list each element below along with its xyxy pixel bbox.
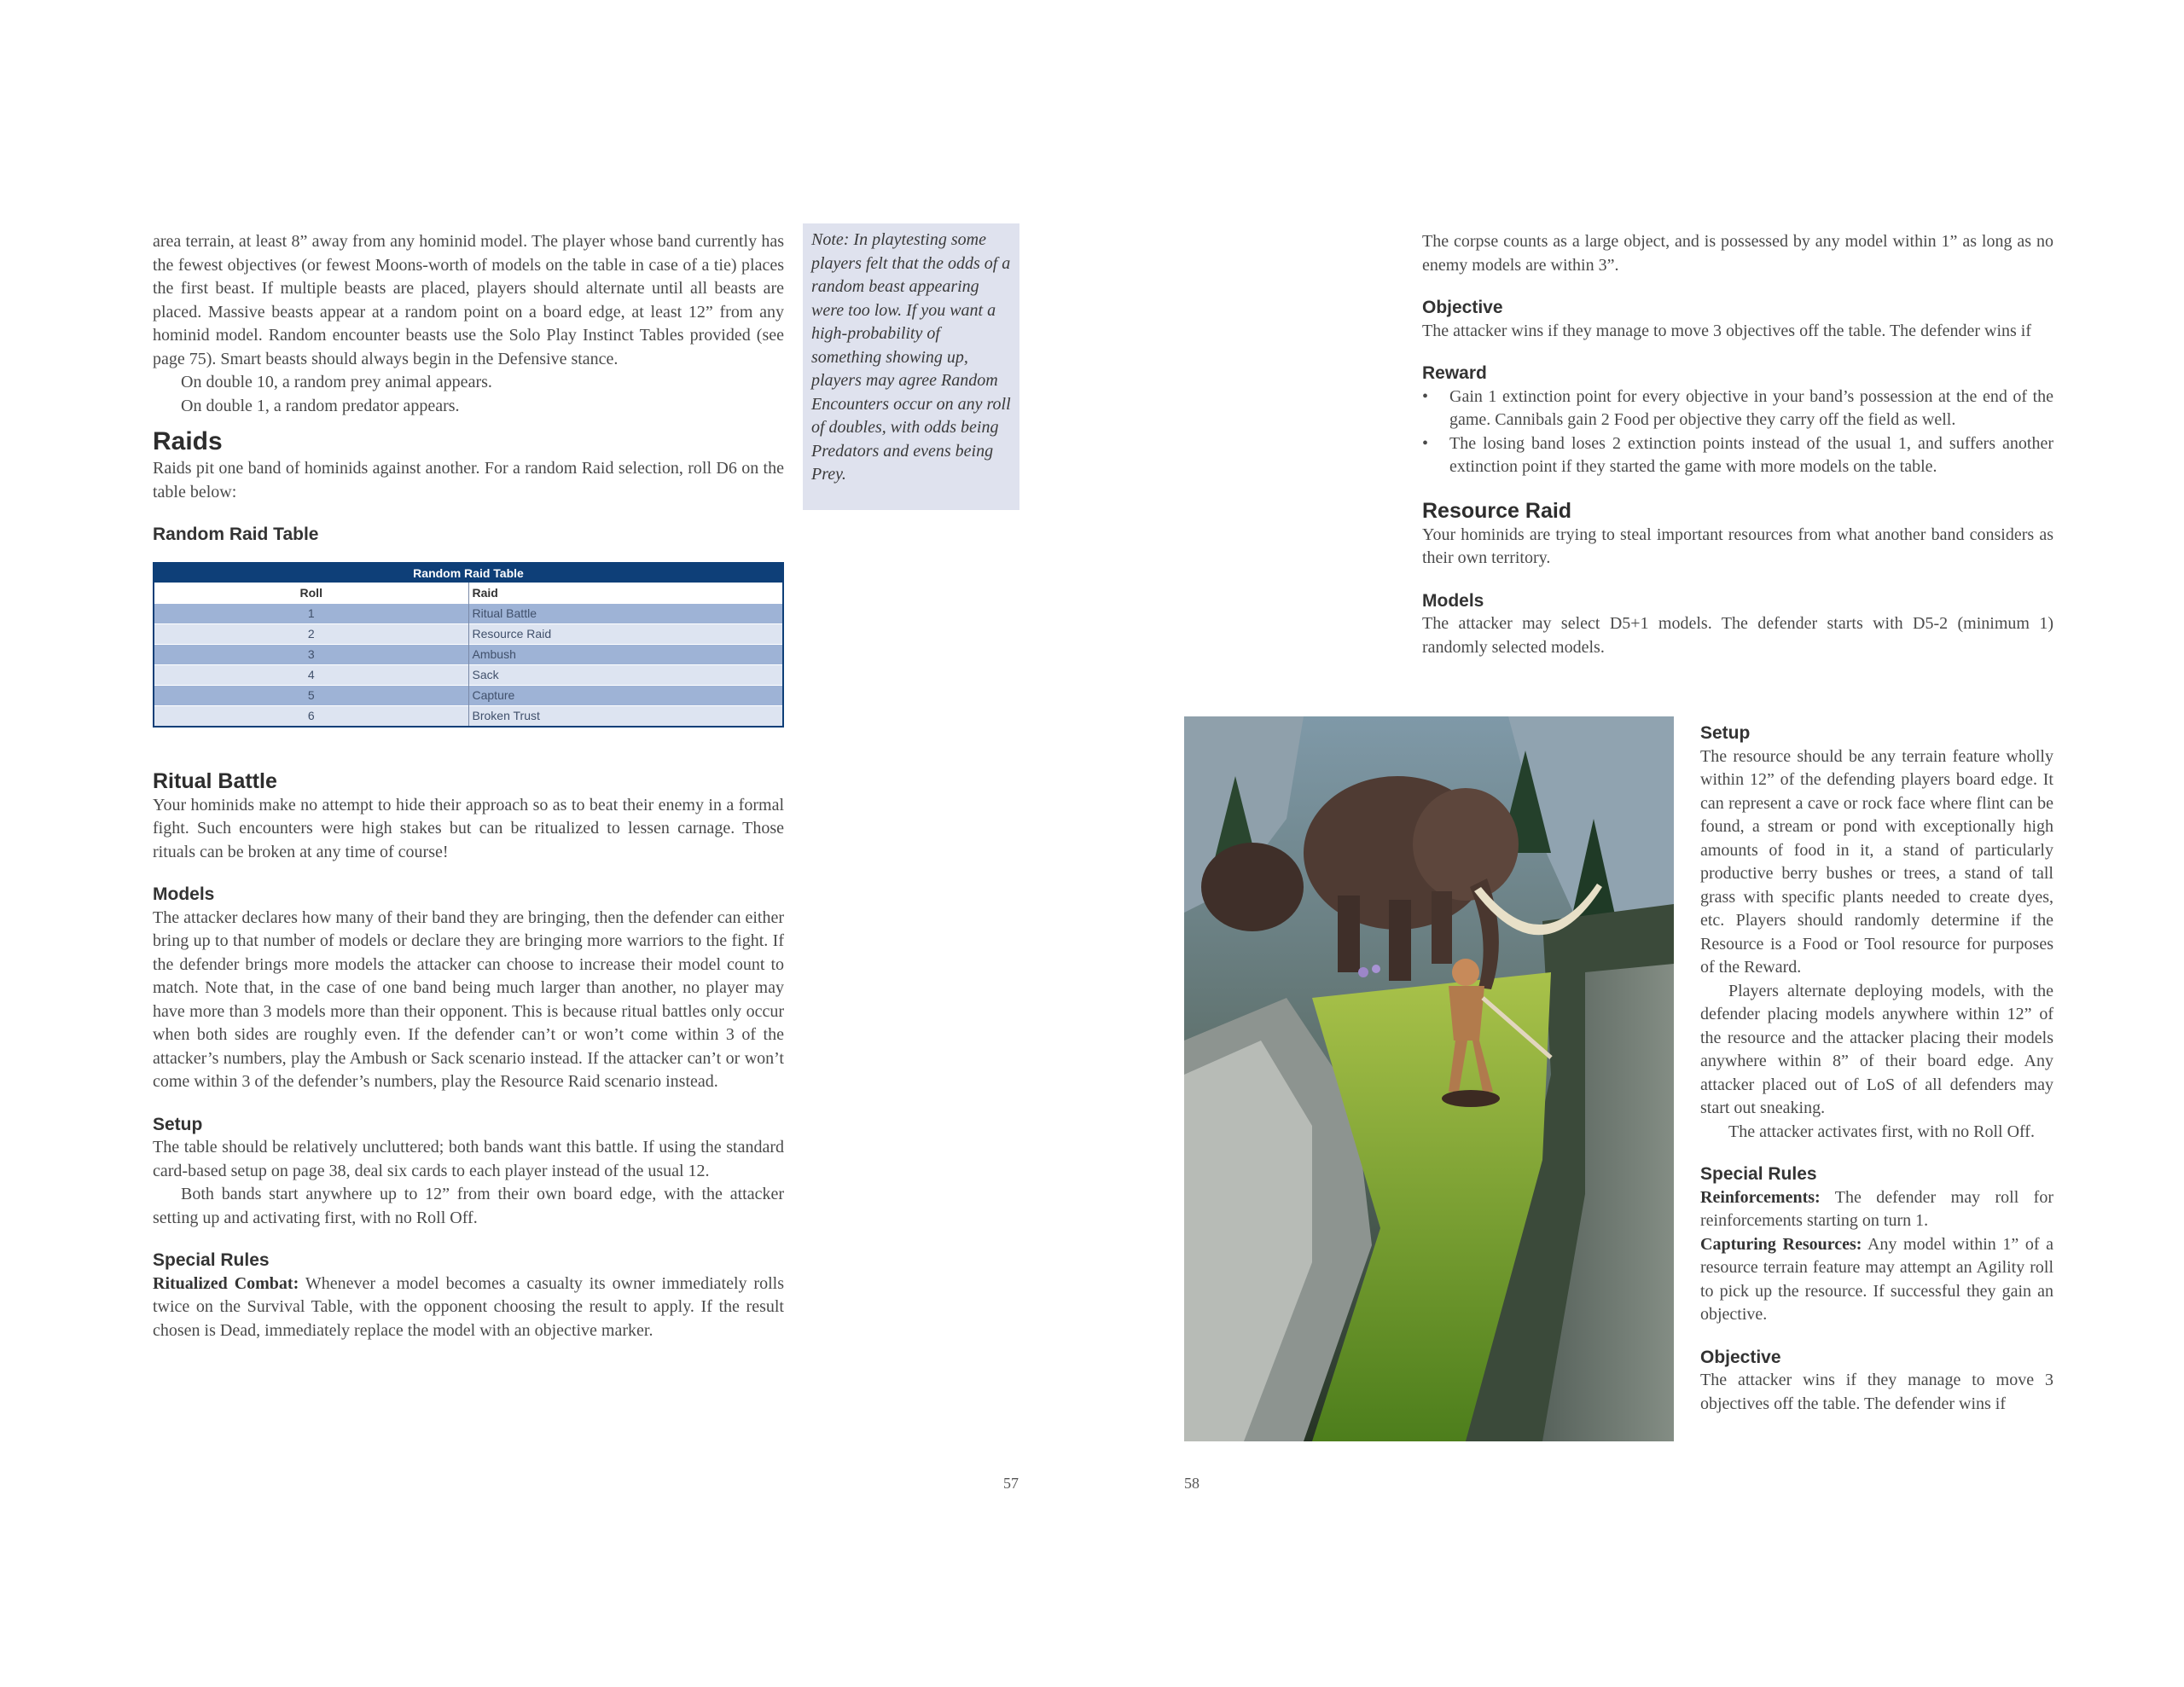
table-heading: Random Raid Table <box>153 525 319 544</box>
resource-special-rules-heading: Special Rules <box>1700 1164 1817 1184</box>
table-cell-raid: Sack <box>468 664 783 685</box>
table-cell-raid: Capture <box>468 685 783 705</box>
corpse-text: The corpse counts as a large object, and is possessed by any model within 1” as long as no enemy models are within 3”. <box>1422 232 2053 275</box>
table-row <box>154 644 783 664</box>
capturing-resources-text <box>1700 1233 2053 1327</box>
list-item: • The losing band loses 2 extinction points instead of the usual 1, and suffers another extinction point if they started the game with more models on the table. <box>1422 432 2053 479</box>
intro-paragraph: area terrain, at least 8” away from any hominid model. The player whose band currently has the fewest objectives (or fewest Moons-worth of models on the table in case of a tie) places the first beast. If multiple beasts are placed, players should alternate until all beasts are placed. Massive beasts appear at a random point on a board edge, at least 12” from any hominid model. Random encounter beasts use the Solo Play Instinct Tables provided (see page 75). Smart beasts should always begin in the Defensive stance. <box>153 232 784 368</box>
objective-text: The attacker wins if they manage to move 3 objectives off the table. The defender wins if <box>1422 321 2032 340</box>
table-cell-roll: 6 <box>154 705 468 727</box>
capturing-resources-body: Any model within 1” of a resource terrain feature may attempt an Agility roll to pick up the resource. If successful they gain an objective. <box>1700 1234 2053 1324</box>
setup-heading: Setup <box>153 1114 203 1134</box>
reward-heading: Reward <box>1422 363 1487 383</box>
capturing-resources-label: Capturing Resources: <box>1700 1234 1862 1254</box>
table-title: Random Raid Table <box>154 563 783 583</box>
reinforcements-text <box>1700 1186 2053 1233</box>
table-row <box>154 685 783 705</box>
models-text: The attacker declares how many of their band they are bringing, then the defender can either bring up to that number of models or declare they are bringing more warriors to the fight. If the defender brings more models the attacker can choose to increase their model count to match. Note that, in the case of one band being much larger than another, no player may have more than 3 models more than their opponent. This is because ritual battles only occur when both sides are roughly even. If the defender can’t or won’t come within 3 of the attacker’s numbers, play the Ambush or Sack scenario instead. If the attacker can’t or won’t come within 3 of the defender’s numbers, play the Resource Raid scenario instead. <box>153 907 784 1091</box>
sidebar-note <box>803 223 1019 510</box>
setup-text-2: Both bands start anywhere up to 12” from their own board edge, with the attacker setting up and activating first, with no Roll Off. <box>153 1185 784 1227</box>
table-cell-roll: 2 <box>154 623 468 644</box>
table-col-raid: Raid <box>468 583 783 603</box>
double-10-line: On double 10, a random prey animal appears. <box>181 373 492 391</box>
double-1-line: On double 1, a random predator appears. <box>181 396 460 415</box>
models-heading: Models <box>153 884 215 904</box>
objective-heading: Objective <box>1422 298 1503 317</box>
table-row <box>154 705 783 727</box>
raids-heading: Raids <box>153 427 223 455</box>
special-rules-heading: Special Rules <box>153 1250 270 1270</box>
table-cell-raid: Resource Raid <box>468 623 783 644</box>
table-col-roll: Roll <box>154 583 468 603</box>
right-page-side-column <box>1700 722 2053 1416</box>
resource-raid-text: Your hominids are trying to steal important resources from what another band considers as their own territory. <box>1422 525 2053 567</box>
ritual-battle-text: Your hominids make no attempt to hide their approach so as to beat their enemy in a formal fight. Such encounters were high stakes but can be ritualized to lessen carnage. Those rituals can be broken at any time of course! <box>153 795 784 861</box>
resource-setup-heading: Setup <box>1700 723 1751 743</box>
resource-objective-heading: Objective <box>1700 1347 1781 1367</box>
setup-text: The table should be relatively uncluttered; both bands want this battle. If using the standard card-based setup on page 38, deal six cards to each player instead of the usual 12. <box>153 1138 784 1180</box>
table-row <box>154 664 783 685</box>
resource-objective-text: The attacker wins if they manage to move 3 objectives off the table. The defender wins if <box>1700 1371 2053 1413</box>
ritualized-combat-label: Ritualized Combat: <box>153 1273 299 1293</box>
page-number-right: 58 <box>1184 1475 1199 1492</box>
page-number-left: 57 <box>1003 1475 1019 1492</box>
table-row <box>154 603 783 623</box>
table-cell-raid: Broken Trust <box>468 705 783 727</box>
resource-setup-text: The resource should be any terrain feature wholly within 12” of the defending players board edge. It can represent a cave or rock face where flint can be found, a stream or pond with exceptionally high amounts of food in it, a stand of particularly productive berry bushes or trees, a stand of tall grass with specific plants needed to create dyes, etc. Players should randomly determine if the Resource is a Food or Tool resource for purposes of the Reward. <box>1700 746 2053 977</box>
table-row <box>154 623 783 644</box>
random-raid-table <box>153 562 784 728</box>
resource-raid-heading: Resource Raid <box>1422 498 1572 523</box>
left-page-column <box>153 230 784 1342</box>
table-cell-raid: Ritual Battle <box>468 603 783 623</box>
resource-models-heading: Models <box>1422 590 1484 611</box>
table-cell-raid: Ambush <box>468 644 783 664</box>
resource-setup-text-2: Players alternate deploying models, with the defender placing models anywhere within 12” of the resource and the attacker placing their models anywhere within 8” of their board edge. Any attacker placed out of LoS of all defenders may start out sneaking. <box>1700 981 2053 1117</box>
reinforcements-body: The defender may roll for reinforcements starting on turn 1. <box>1700 1187 2053 1230</box>
resource-setup-text-3: The attacker activates first, with no Roll Off. <box>1728 1122 2035 1141</box>
table-cell-roll: 1 <box>154 603 468 623</box>
reward-list <box>1422 386 2053 479</box>
right-page-top-column <box>1422 230 2053 659</box>
table-cell-roll: 5 <box>154 685 468 705</box>
special-rules-text <box>153 1272 784 1343</box>
table-cell-roll: 4 <box>154 664 468 685</box>
mammoth-diorama-photo <box>1184 716 1674 1441</box>
raids-text: Raids pit one band of hominids against another. For a random Raid selection, roll D6 on the table below: <box>153 459 784 501</box>
sidebar-note-text: Note: In playtesting some players felt that the odds of a random beast appearing were too low. If you want a high-probability of something showing up, players may agree Random Encounters occur on any roll of doubles, with odds being Predators and evens being Prey. <box>811 230 1011 484</box>
resource-models-text: The attacker may select D5+1 models. The defender starts with D5-2 (minimum 1) randomly selected models. <box>1422 614 2053 657</box>
list-item: • Gain 1 extinction point for every objective in your band’s possession at the end of the game. Cannibals gain 2 Food per objective they carry off the field as well. <box>1422 386 2053 432</box>
ritual-battle-heading: Ritual Battle <box>153 768 277 793</box>
table-cell-roll: 3 <box>154 644 468 664</box>
ritualized-combat-text: Whenever a model becomes a casualty its owner immediately rolls twice on the Survival Table, with the opponent choosing the result to apply. If the result chosen is Dead, immediately replace the model with an objective marker. <box>153 1273 784 1340</box>
reinforcements-label: Reinforcements: <box>1700 1187 1821 1207</box>
